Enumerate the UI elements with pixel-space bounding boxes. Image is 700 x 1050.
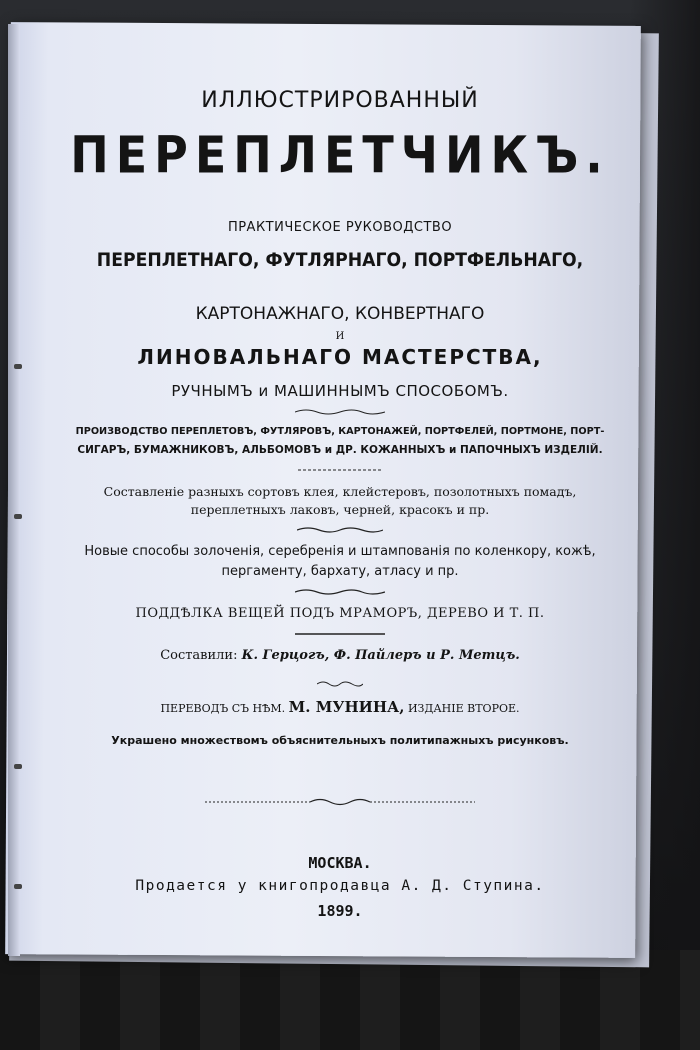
decorated-line: Украшено множествомъ объяснительныхъ политипажныхъ рисунковъ. — [111, 734, 569, 747]
compiled-by-label: Составили: — [160, 648, 238, 663]
crafts-line-3: ЛИНОВАЛЬНАГО МАСТЕРСТВА, — [137, 345, 543, 369]
crafts-line-2: КАРТОНАЖНАГО, КОНВЕРТНАГО — [195, 304, 485, 324]
subtitle-illustrated: ИЛЛЮСТРИРОВАННЫЙ — [201, 88, 479, 113]
production-line-2: СИГАРЪ, БУМАЖНИКОВЪ, АЛЬБОМОВЪ и ДР. КОЖАННЫХЪ и ПАПОЧНЫХЪ ИЗДЕЛІЙ. — [77, 444, 603, 456]
stitch-mark — [14, 514, 22, 519]
bookseller-line: Продается у книгопродавца А. Д. Ступина. — [135, 878, 545, 894]
city: МОСКВА. — [308, 854, 372, 872]
divider-ornament — [295, 408, 385, 416]
edition-label: ИЗДАНІЕ ВТОРОЕ. — [407, 702, 520, 715]
translation-label: ПЕРЕВОДЪ СЪ НѢМ. — [160, 702, 286, 715]
divider-ornament — [295, 588, 385, 596]
conjunction-and: И — [335, 331, 345, 342]
methods-line: РУЧНЫМЪ и МАШИННЫМЪ СПОСОБОМЪ. — [171, 382, 509, 400]
book-title: ПЕРЕПЛЕТЧИКЪ. — [70, 125, 610, 185]
authors-names: К. Герцогъ, Ф. Пайлеръ и Р. Метцъ. — [241, 648, 520, 663]
divider-ornament — [298, 466, 382, 474]
divider-ornament — [317, 680, 363, 688]
divider-ornament — [297, 526, 383, 534]
authors-line — [70, 648, 610, 663]
stitch-mark — [14, 884, 22, 889]
title-page-text — [70, 60, 610, 940]
practical-guide-line: ПРАКТИЧЕСКОЕ РУКОВОДСТВО — [227, 220, 453, 235]
crafts-line-1: ПЕРЕПЛЕТНАГО, ФУТЛЯРНАГО, ПОРТФЕЛЬНАГО, — [96, 250, 584, 271]
decorative-rule — [205, 797, 475, 805]
composition-line-1: Составленіе разныхъ сортовъ клея, клейстеровъ, позолотныхъ помадъ, — [103, 484, 577, 499]
divider-ornament — [295, 630, 385, 638]
stitch-mark — [14, 364, 22, 369]
new-methods-line-1: Новые способы золоченія, серебренія и штампованія по коленкору, кожѣ, — [84, 544, 596, 559]
composition-line-2: переплетныхъ лаковъ, черней, красокъ и пр. — [190, 502, 490, 517]
translator-name: М. МУНИНА, — [288, 698, 405, 716]
imitation-line: ПОДДѢЛКА ВЕЩЕЙ ПОДЪ МРАМОРЪ, ДЕРЕВО И Т. П. — [135, 606, 545, 621]
production-line-1: ПРОИЗВОДСТВО ПЕРЕПЛЕТОВЪ, ФУТЛЯРОВЪ, КАРТОНАЖЕЙ, ПОРТФЕЛЕЙ, ПОРТМОНЕ, ПОРТ- — [75, 426, 605, 437]
translation-line — [70, 698, 610, 716]
publication-year: 1899. — [317, 902, 363, 920]
new-methods-line-2: пергаменту, бархату, атласу и пр. — [221, 564, 459, 579]
stitch-mark — [14, 764, 22, 769]
book-binding — [8, 24, 20, 956]
